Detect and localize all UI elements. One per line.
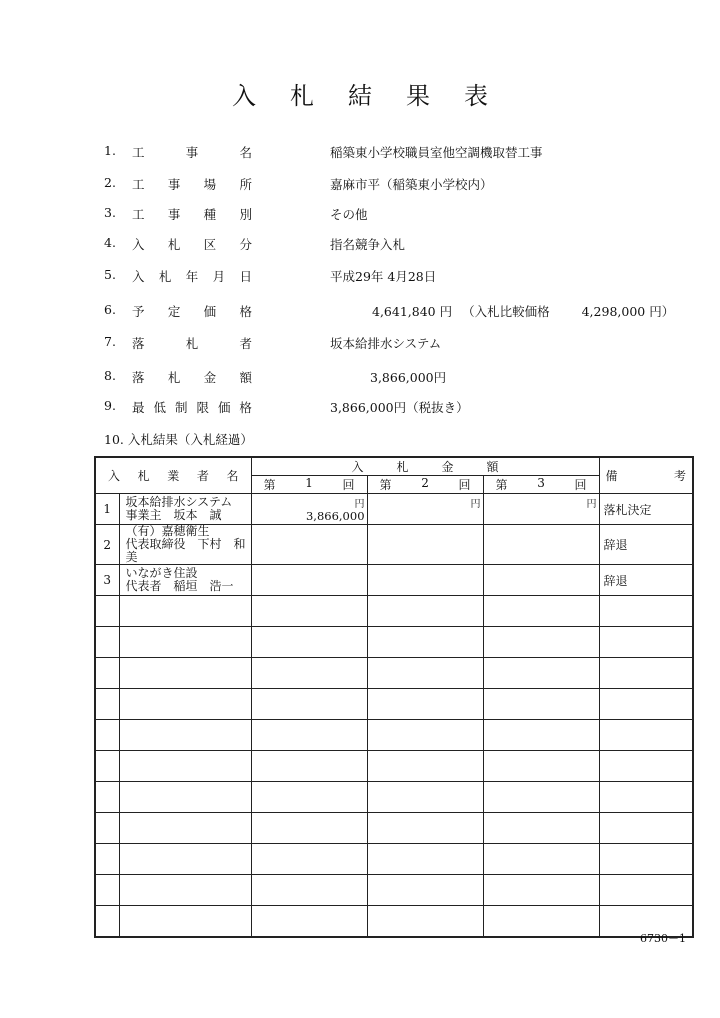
header-bidder-name: 入 札 業 者 名	[95, 457, 251, 494]
empty-cell	[367, 627, 483, 658]
empty-cell	[95, 813, 119, 844]
empty-cell	[367, 844, 483, 875]
empty-cell	[119, 751, 251, 782]
empty-cell	[599, 658, 693, 689]
yen-unit: 円	[586, 499, 597, 510]
empty-cell	[599, 813, 693, 844]
empty-cell	[367, 782, 483, 813]
empty-cell	[483, 751, 599, 782]
empty-cell	[119, 658, 251, 689]
planned-price: 4,641,840 円	[372, 304, 453, 319]
info-num: 8.	[104, 368, 116, 383]
info-label: 最 低 制 限 価 格	[132, 400, 252, 415]
bid-amount-round-3	[483, 494, 599, 525]
comparison-price-label: （入札比較価格	[462, 304, 550, 319]
empty-table-row	[95, 627, 693, 658]
header-bid-amount: 入 札 金 額	[251, 457, 599, 476]
info-num: 6.	[104, 302, 116, 317]
empty-cell	[95, 782, 119, 813]
bidder-company: 坂本給排水システム	[125, 495, 233, 509]
empty-cell	[251, 751, 367, 782]
empty-cell	[599, 627, 693, 658]
empty-table-row	[95, 782, 693, 813]
empty-table-row	[95, 751, 693, 782]
info-num: 5.	[104, 267, 116, 282]
empty-cell	[95, 627, 119, 658]
header-remarks: 備 考	[599, 457, 693, 494]
info-value: 3,866,000円（税抜き）	[330, 400, 469, 415]
empty-cell	[251, 782, 367, 813]
table-row	[95, 525, 693, 565]
empty-table-row	[95, 844, 693, 875]
result-section-title	[104, 430, 253, 448]
empty-cell	[251, 596, 367, 627]
bid-amount-round-1	[251, 494, 367, 525]
empty-cell	[251, 720, 367, 751]
empty-cell	[119, 875, 251, 906]
empty-table-row	[95, 875, 693, 906]
empty-cell	[95, 658, 119, 689]
info-label: 入 札 年 月 日	[132, 269, 252, 284]
bidder-company: （有）嘉穂衛生	[125, 524, 210, 538]
empty-table-row	[95, 596, 693, 627]
empty-cell	[483, 875, 599, 906]
row-number: 2	[95, 525, 119, 565]
empty-cell	[251, 689, 367, 720]
info-label: 工 事 種 別	[132, 207, 252, 222]
row-number: 1	[95, 494, 119, 525]
bid-amount-round-3	[483, 565, 599, 596]
empty-table-row	[95, 658, 693, 689]
info-value: 嘉麻市平（稲築東小学校内）	[330, 177, 493, 192]
empty-cell	[251, 875, 367, 906]
empty-cell	[483, 782, 599, 813]
empty-cell	[483, 844, 599, 875]
info-label: 落 札 者	[132, 336, 252, 351]
empty-cell	[483, 906, 599, 938]
bid-amount-round-1	[251, 565, 367, 596]
bidder-name	[119, 525, 251, 565]
row-number: 3	[95, 565, 119, 596]
bidder-representative: 代表取締役 下村 和美	[125, 537, 246, 564]
info-num: 2.	[104, 175, 116, 190]
table-row	[95, 565, 693, 596]
info-num: 1.	[104, 143, 116, 158]
page-title: 入札結果表	[232, 82, 522, 110]
empty-cell	[95, 751, 119, 782]
empty-table-row	[95, 906, 693, 938]
yen-unit: 円	[354, 499, 365, 510]
empty-cell	[95, 844, 119, 875]
empty-cell	[367, 596, 483, 627]
empty-cell	[251, 627, 367, 658]
empty-cell	[119, 627, 251, 658]
bid-amount-value: 3,866,000	[305, 509, 365, 523]
info-value: 坂本給排水システム	[330, 336, 442, 351]
empty-cell	[599, 596, 693, 627]
empty-cell	[599, 751, 693, 782]
yen-unit: 円	[470, 499, 481, 510]
bidder-name	[119, 494, 251, 525]
empty-cell	[119, 720, 251, 751]
empty-cell	[119, 844, 251, 875]
remark: 落札決定	[599, 494, 693, 525]
empty-cell	[367, 689, 483, 720]
empty-cell	[251, 844, 367, 875]
header-round-1: 第 1 回	[251, 476, 367, 494]
empty-cell	[367, 906, 483, 938]
empty-cell	[95, 906, 119, 938]
info-label: 予 定 価 格	[132, 304, 252, 319]
info-value: 平成29年 4月28日	[330, 269, 437, 284]
empty-cell	[119, 596, 251, 627]
empty-table-row	[95, 689, 693, 720]
empty-cell	[251, 658, 367, 689]
empty-cell	[95, 875, 119, 906]
empty-cell	[95, 689, 119, 720]
empty-cell	[251, 906, 367, 938]
table-row	[95, 494, 693, 525]
result-section-label: 入札結果（入札経過）	[127, 432, 253, 447]
info-value: 3,866,000円	[370, 370, 447, 385]
info-label: 入 札 区 分	[132, 237, 252, 252]
empty-cell	[367, 813, 483, 844]
comparison-price-value: 4,298,000 円）	[581, 304, 675, 319]
empty-cell	[95, 596, 119, 627]
empty-table-row	[95, 720, 693, 751]
bid-amount-round-2	[367, 565, 483, 596]
empty-cell	[599, 844, 693, 875]
empty-cell	[119, 813, 251, 844]
empty-cell	[483, 720, 599, 751]
info-value: 稲築東小学校職員室他空調機取替工事	[330, 145, 543, 160]
empty-cell	[483, 658, 599, 689]
info-label: 工 事 名	[132, 145, 252, 160]
empty-cell	[483, 689, 599, 720]
info-value: 指名競争入札	[330, 237, 406, 252]
empty-cell	[119, 782, 251, 813]
info-num: 4.	[104, 235, 116, 250]
info-num: 9.	[104, 398, 116, 413]
empty-cell	[367, 658, 483, 689]
header-round-3: 第 3 回	[483, 476, 599, 494]
page-id: 6730－1	[640, 932, 686, 945]
info-num: 7.	[104, 334, 116, 349]
empty-cell	[483, 813, 599, 844]
bidder-representative: 事業主 坂本 誠	[125, 508, 222, 522]
bid-amount-round-1	[251, 525, 367, 565]
empty-cell	[119, 906, 251, 938]
empty-table-row	[95, 813, 693, 844]
info-num: 3.	[104, 205, 116, 220]
bid-results-table	[94, 456, 694, 938]
empty-cell	[367, 751, 483, 782]
result-section-num: 10.	[104, 432, 124, 447]
bid-amount-round-2	[367, 525, 483, 565]
empty-cell	[483, 627, 599, 658]
empty-cell	[367, 720, 483, 751]
empty-cell	[599, 720, 693, 751]
header-round-2: 第 2 回	[367, 476, 483, 494]
info-value	[372, 302, 674, 320]
info-value: その他	[330, 207, 368, 222]
empty-cell	[599, 689, 693, 720]
empty-cell	[483, 596, 599, 627]
empty-cell	[599, 875, 693, 906]
bid-amount-round-2	[367, 494, 483, 525]
empty-cell	[251, 813, 367, 844]
empty-cell	[367, 875, 483, 906]
empty-cell	[599, 782, 693, 813]
empty-cell	[119, 689, 251, 720]
bidder-company: いながき住設	[125, 566, 198, 580]
info-label: 落 札 金 額	[132, 370, 252, 385]
bidder-name	[119, 565, 251, 596]
bid-amount-round-3	[483, 525, 599, 565]
remark: 辞退	[599, 565, 693, 596]
empty-cell	[95, 720, 119, 751]
bidder-representative: 代表者 稲垣 浩一	[125, 579, 234, 593]
info-label: 工 事 場 所	[132, 177, 252, 192]
remark: 辞退	[599, 525, 693, 565]
